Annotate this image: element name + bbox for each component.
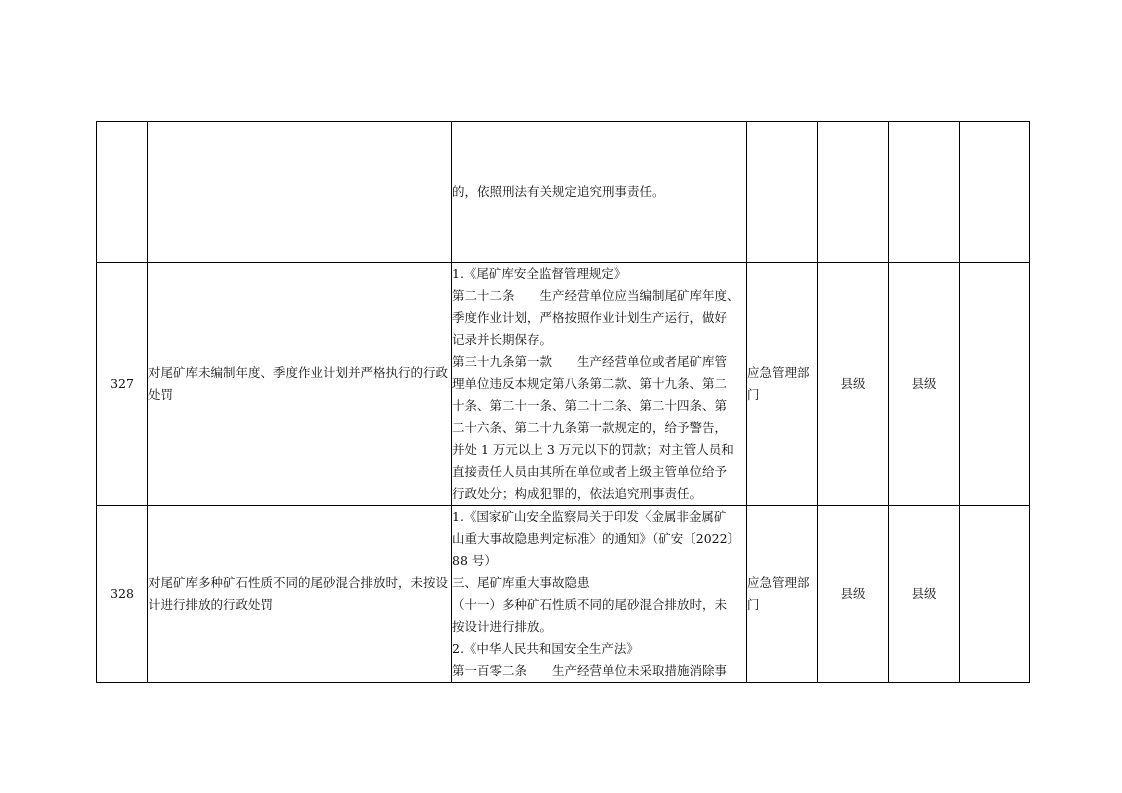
enforcement-level: 县级 (889, 263, 960, 506)
legal-basis (452, 263, 747, 506)
item-name: 对尾矿库多种矿石性质不同的尾砂混合排放时，未按设计进行排放的行政处罚 (148, 506, 452, 683)
legal-basis-line: 1.《国家矿山安全监察局关于印发〈金属非金属矿 (452, 509, 727, 524)
jurisdiction-level: 县级 (818, 506, 889, 683)
legal-basis-line: 第一百零二条 生产经营单位未采取措施消除事 (452, 663, 728, 678)
legal-basis-line: 按设计进行排放。 (452, 619, 553, 634)
remarks (960, 122, 1030, 263)
enforcement-level: 县级 (889, 506, 960, 683)
table-row (97, 122, 1030, 263)
legal-basis (452, 122, 747, 263)
legal-basis-line: 的，依照刑法有关规定追究刑事责任。 (452, 184, 665, 199)
legal-basis-line: 2.《中华人民共和国安全生产法》 (452, 641, 639, 656)
legal-basis-line: 山重大事故隐患判定标准〉的通知》（矿安〔2022〕 (452, 531, 741, 546)
legal-basis-line: 直接责任人员由其所在单位或者上级主管单位给予 (452, 464, 728, 479)
legal-basis-line: 理单位违反本规定第八条第二款、第十九条、第二 (452, 376, 728, 391)
document-table (96, 121, 1030, 683)
legal-basis-line: 三、尾矿库重大事故隐患 (452, 575, 590, 590)
row-number: 327 (97, 263, 148, 506)
remarks (960, 506, 1030, 683)
legal-basis-line: 并处 1 万元以上 3 万元以下的罚款；对主管人员和 (452, 442, 734, 457)
legal-basis-line: 记录并长期保存。 (452, 332, 553, 347)
row-number: 328 (97, 506, 148, 683)
responsible-department: 应急管理部门 (747, 506, 818, 683)
legal-basis-line: 第二十二条 生产经营单位应当编制尾矿库年度、 (452, 288, 740, 303)
item-name (148, 122, 452, 263)
legal-basis-line: （十一）多种矿石性质不同的尾砂混合排放时，未 (452, 597, 728, 612)
row-number (97, 122, 148, 263)
enforcement-level (889, 122, 960, 263)
legal-basis-line: 行政处分；构成犯罪的，依法追究刑事责任。 (452, 486, 703, 501)
legal-basis-line: 第三十九条第一款 生产经营单位或者尾矿库管 (452, 354, 728, 369)
legal-basis-line: 十条、第二十一条、第二十二条、第二十四条、第 (452, 398, 728, 413)
item-name: 对尾矿库未编制年度、季度作业计划并严格执行的行政处罚 (148, 263, 452, 506)
table-row (97, 263, 1030, 506)
jurisdiction-level: 县级 (818, 263, 889, 506)
legal-basis-line: 二十六条、第二十九条第一款规定的，给予警告， (452, 420, 728, 435)
responsible-department (747, 122, 818, 263)
remarks (960, 263, 1030, 506)
legal-basis-line: 1.《尾矿库安全监督管理规定》 (452, 266, 627, 281)
legal-basis-line: 88 号） (452, 553, 497, 568)
jurisdiction-level (818, 122, 889, 263)
legal-basis-line: 季度作业计划，严格按照作业计划生产运行，做好 (452, 310, 728, 325)
table-row (97, 506, 1030, 683)
table-body (97, 122, 1030, 683)
responsible-department: 应急管理部门 (747, 263, 818, 506)
legal-basis (452, 506, 747, 683)
